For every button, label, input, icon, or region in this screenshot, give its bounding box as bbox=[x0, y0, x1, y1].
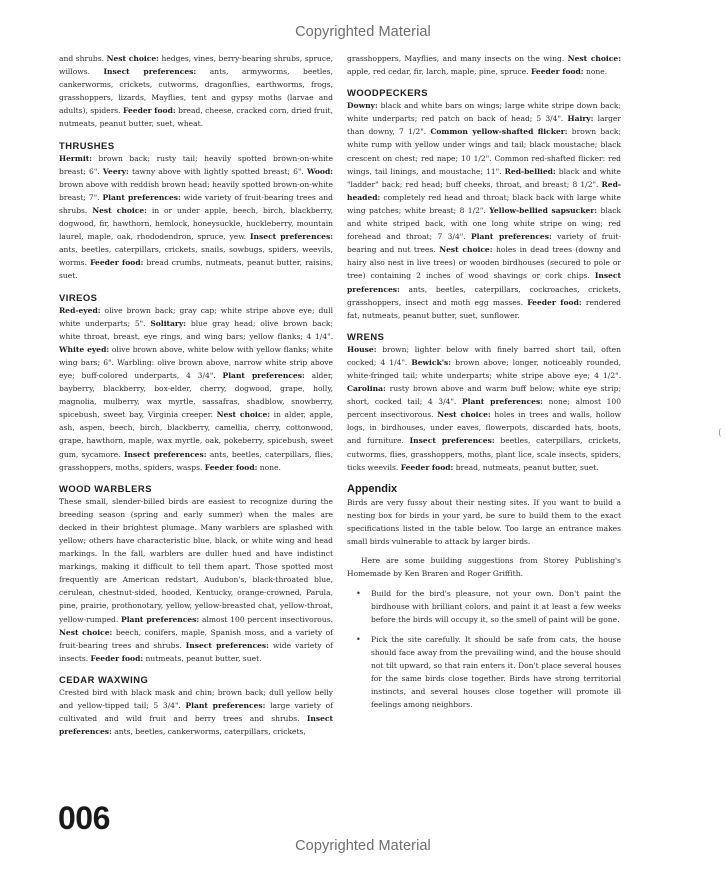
bold-label: Wood: bbox=[307, 166, 334, 176]
bold-label: Feeder food: bbox=[527, 297, 582, 307]
appendix-paragraph-1: Birds are very fussy about their nesting sites. If you want to build a nesting box for birds in your yard, be sure to build them to the exact specifications listed in the table below. Too large an entrance makes small birds vulnerable to attack by larger birds. bbox=[347, 497, 621, 546]
bold-label: Nest choice: bbox=[216, 410, 271, 420]
bold-label: White eyed: bbox=[59, 344, 110, 354]
bold-label: Plant preferences: bbox=[470, 232, 552, 242]
wrens-body: House: brown; lighter below with finely barred short tail, often cocked; 4 1/4". Bewick's: brown above; longer, noticeably rounded, white-fringed tail; white underparts; white stripe above eye; 4 1/2". Carolina: rusty brown above and warm buff below; white eye strip; short, cocked tail; 4 3/4". Plant preferences: none; almost 100 percent insectivorous. Nest choice: holes in trees and walls, hollow logs, in birdhouses, under eaves, flowerpots, discarded hats, boots, and furniture. Insect preferences: beetles, caterpillars, crickets, cutworms, flies, grasshoppers, moths, plant lice, scale insects, spiders, ticks weevils. Feeder food: bread, nutmeats, peanut butter, suet. bbox=[347, 344, 622, 472]
appendix-bullet-item: • Pick the site carefully. It should be safe from cats, the house should face away from the prevailing wind, and the house should not tilt upward, so that rain enters it. Don't place several houses for the same birds close together. Birds have strong territorial instincts, and several houses close together will promote ill feelings among neighbors. bbox=[347, 633, 621, 712]
bold-label: Feeder food: bbox=[90, 258, 144, 268]
bold-label: Hermit: bbox=[59, 153, 93, 163]
bold-label: Nest choice: bbox=[437, 410, 491, 420]
section-heading-cedar-waxwing: CEDAR WAXWING bbox=[59, 673, 149, 685]
bold-label: Insect preferences: bbox=[103, 67, 197, 77]
bold-label: Feeder food: bbox=[90, 653, 144, 663]
bold-label: Feeder food: bbox=[204, 462, 258, 472]
bold-label: Common yellow-shafted flicker: bbox=[430, 127, 568, 137]
bold-label: Nest choice: bbox=[92, 205, 147, 215]
appendix-bullet-list bbox=[347, 587, 621, 711]
section-heading-vireos: VIREOS bbox=[59, 291, 98, 303]
right-column bbox=[347, 52, 621, 717]
bold-label: Carolina: bbox=[347, 384, 386, 394]
bold-label: Insect preferences: bbox=[347, 271, 621, 294]
bold-label: House: bbox=[347, 344, 377, 354]
page-number: 006 bbox=[58, 800, 110, 836]
bold-label: Red-eyed: bbox=[59, 305, 101, 315]
section-heading-wrens: WRENS bbox=[347, 330, 385, 342]
bold-label: Nest choice: bbox=[567, 54, 621, 63]
bold-label: Plant preferences: bbox=[185, 701, 266, 711]
watermark-bottom: Copyrighted Material bbox=[295, 838, 431, 854]
section-heading-woodpeckers: WOODPECKERS bbox=[347, 87, 429, 99]
page-edge-mark bbox=[719, 428, 723, 437]
bold-label: Feeder food: bbox=[400, 462, 454, 472]
watermark-top: Copyrighted Material bbox=[295, 24, 431, 40]
bold-label: Plant preferences: bbox=[222, 370, 305, 380]
bold-label: Veery: bbox=[102, 166, 129, 176]
section-heading-thrushes: THRUSHES bbox=[59, 139, 115, 151]
right-intro-paragraph: grasshoppers, Mayflies, and many insects on the wing. Nest choice: apple, red cedar, fir, larch, maple, pine, spruce. Feeder food: none. bbox=[347, 54, 621, 77]
bold-label: Plant preferences: bbox=[102, 192, 181, 202]
wood-warblers-body: These small, slender-billed birds are easiest to recognize during the breeding season (spring and early summer) when the males are decked in their brightest plumage. Many warblers are splashed with yellow; others have characteristic blue, black, or white wing and head markings. In the fall, warblers are duller hued and have indistinct markings, making it difficult to tell them apart. Those spotted most frequently are American redstart, Audubon's, black-throated blue, cerulean, chestnut-sided, hooded, Kentucky, orange-crowned, Parula, pine, prairie, prothonotary, yellow, yellow-breasted chat, yellow-throat, yellow-rumped. Plant preferences: almost 100 percent insectivorous. Nest choice: beech, conifers, maple, Spanish moss, and a variety of fruit-bearing trees and shrubs. Insect preferences: wide variety of insects. Feeder food: nutmeats, peanut butter, suet. bbox=[59, 496, 334, 663]
appendix-paragraph-2: Here are some building suggestions from Storey Publishing's Homemade by Ken Braren and Roger Griffith. bbox=[347, 556, 621, 579]
bold-label: Insect preferences: bbox=[185, 640, 269, 650]
bold-label: Insect preferences: bbox=[59, 714, 333, 737]
bold-label: Red-bellied: bbox=[504, 166, 556, 176]
section-heading-wood-warblers: WOOD WARBLERS bbox=[59, 482, 152, 494]
bold-label: Plant preferences: bbox=[121, 614, 200, 624]
bold-label: Downy: bbox=[347, 101, 378, 111]
bold-label: Plant preferences: bbox=[461, 397, 543, 407]
bold-label: Bewick's: bbox=[411, 357, 452, 367]
bold-label: Yellow-bellied sapsucker: bbox=[489, 205, 598, 215]
bold-label: Feeder food: bbox=[530, 67, 584, 77]
bold-label: Red-headed: bbox=[347, 179, 621, 202]
bold-label: Nest choice: bbox=[106, 54, 159, 63]
section-heading-appendix: Appendix bbox=[347, 482, 398, 495]
thrushes-body: Hermit: brown back; rusty tail; heavily spotted brown-on-white breast; 6". Veery: tawny above with lightly spotted breast; 6". Wood: brown above with reddish brown head; heavily spotted brown-on-white breast; 7". Plant preferences: wide variety of fruit-bearing trees and shrubs. Nest choice: in or under apple, beech, birch, blackberry, dogwood, fir, hawthorn, hemlock, honeysuckle, huckleberry, mountain laurel, maple, oak, rhododendron, spruce, yew. Insect preferences: ants, beetles, caterpillars, crickets, snails, sowbugs, spiders, weevils, worms. Feeder food: bread crumbs, nutmeats, peanut butter, raisins, suet. bbox=[59, 153, 334, 281]
bold-label: Nest choice: bbox=[439, 245, 493, 255]
woodpeckers-body: Downy: black and white bars on wings; large white stripe down back; white underparts; red patch on back of head; 5 3/4". Hairy: larger than downy, 7 1/2". Common yellow-shafted flicker: brown back; white rump with yellow under wings and tail; black moustache; black crescent on chest; red nape; 10 1/2". Common red-shafted flicker: red wings, tail linings, and moustache; 11". Red-bellied: black and white "ladder" back; red head; buff cheeks, throat, and breast; 8 1/2". Red-headed: completely red head and throat; black back with large white wing patches; white breast; 8 1/2". Yellow-bellied sapsucker: black and white striped back, with one long white stripe on wing; red forehead and throat; 7 3/4". Plant preferences: variety of fruit-bearing and nut trees. Nest choice: holes in dead trees (downy and hairy also nest in live trees) or wooden birdhouses (secured to pole or tree) containing 2 inches of wood shavings or cork chips. Insect preferences: ants, beetles, caterpillars, cockroaches, crickets, grasshoppers, insect and moth egg masses. Feeder food: rendered fat, nutmeats, peanut butter, suet, sunflower. bbox=[347, 101, 622, 320]
cedar-waxwing-body: Crested bird with black mask and chin; brown back; dull yellow belly and yellow-tipped tail; 5 3/4". Plant preferences: large variety of cultivated and wild fruit and berry trees and shrubs. Insect preferences: ants, beetles, cankerworms, caterpillars, crickets, bbox=[59, 687, 333, 737]
bold-label: Insect preferences: bbox=[250, 232, 333, 242]
bold-label: Insect preferences: bbox=[123, 449, 207, 459]
bold-label: Solitary: bbox=[150, 318, 187, 328]
left-column bbox=[59, 52, 333, 738]
bold-label: Nest choice: bbox=[59, 627, 113, 637]
vireos-body: Red-eyed: olive brown back; gray cap; white stripe above eye; dull white underparts; 5". Solitary: blue gray head; olive brown back; white throat, breast, eye rings, and wing bars; yellow flanks; 4 1/4". White eyed: olive brown above, white below with yellow flanks; white wing bars; 6". Warbling: olive brown above, narrow white strip above eye; buff-colored underparts, 4 3/4". Plant preferences: alder, bayberry, blackberry, box-elder, cherry, dogwood, grape, holly, magnolia, mulberry, wax myrtle, sassafras, shadblow, snowberry, spicebush, sweet bay, Virginia creeper. Nest choice: in alder, apple, ash, aspen, beech, birch, blackberry, camellia, cherry, cottonwood, grape, hawthorn, maple, wax myrtle, oak, pokeberry, spicebush, sweet gum, sycamore. Insect preferences: ants, beetles, caterpillars, flies, grasshoppers, moths, spiders, wasps. Feeder food: none. bbox=[59, 305, 334, 472]
bold-label: Insect preferences: bbox=[409, 436, 495, 446]
bold-label: Feeder food: bbox=[123, 106, 176, 116]
bold-label: Hairy: bbox=[567, 114, 594, 124]
left-intro-paragraph: and shrubs. Nest choice: hedges, vines, berry-bearing shrubs, spruce, willows. Insect preferences: ants, armyworms, beetles, cankerworms, crickets, cutworms, dragonflies, earthworms, frogs, grasshoppers, lizards, Mayflies, tent and gypsy moths (larvae and adults), spiders. Feeder food: bread, cheese, cracked corn, dried fruit, nutmeats, peanut butter, suet, wheat. bbox=[59, 54, 334, 129]
appendix-bullet-item: • Build for the bird's pleasure, not your own. Don't paint the birdhouse with brilliant colors, and paint it at least a few weeks before the birds will occupy it, so the smell of paint will be gone. bbox=[347, 587, 621, 626]
